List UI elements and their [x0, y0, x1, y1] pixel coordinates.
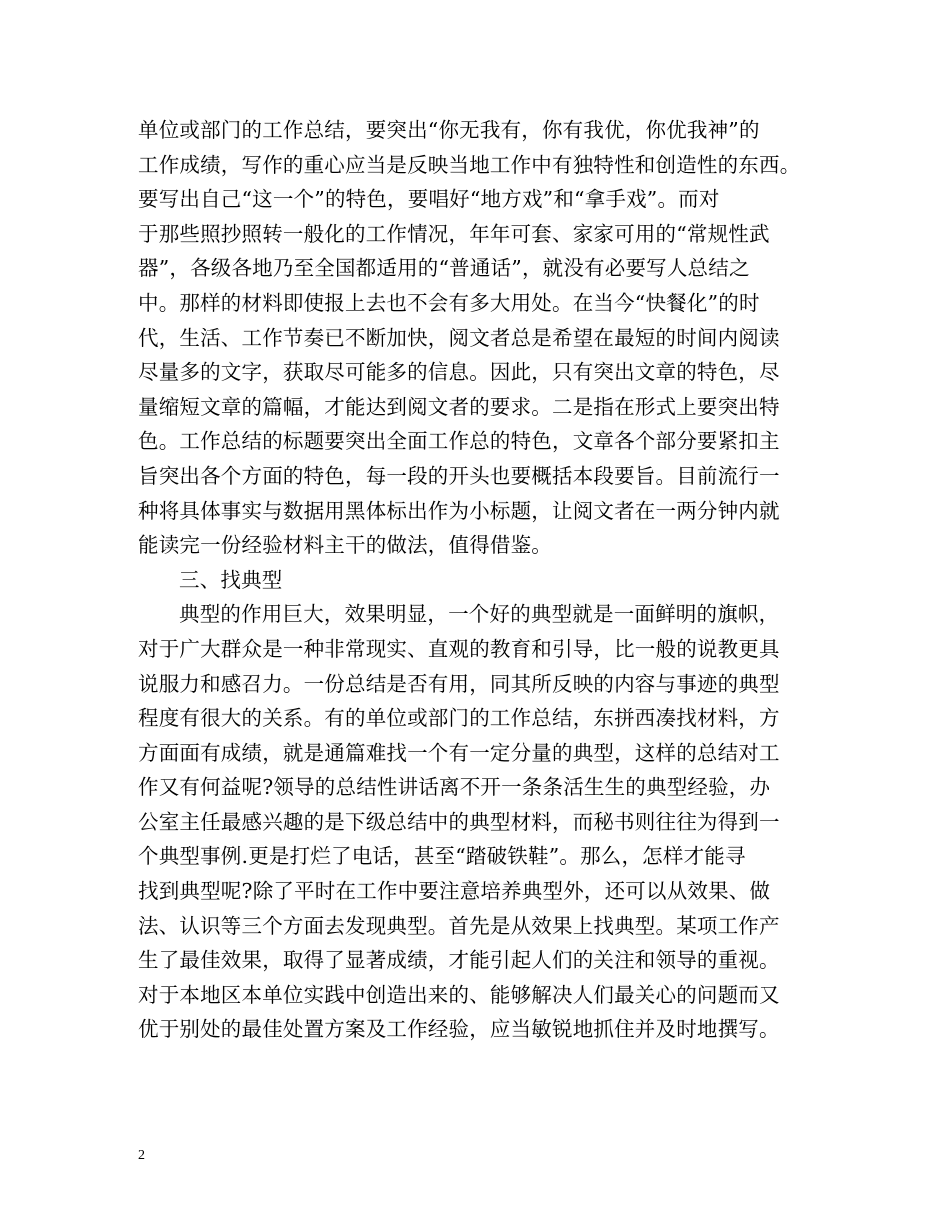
- paragraph-line-8: 尽量多的文字，获取尽可能多的信息。因此，只有突出文章的特色，尽: [138, 360, 780, 385]
- paragraph2-line-1: 典型的作用巨大，效果明显，一个好的典型就是一面鲜明的旗帜，: [179, 602, 780, 627]
- paragraph2-line-4: 程度有很大的关系。有的单位或部门的工作总结，东拼西凑找材料，方: [138, 706, 780, 731]
- paragraph-line-10: 色。工作总结的标题要突出全面工作总的特色，文章各个部分要紧扣主: [138, 429, 780, 454]
- section-heading: 三、找典型: [179, 567, 283, 592]
- paragraph-line-7: 代，生活、工作节奏已不断加快，阅文者总是希望在最短的时间内阅读: [138, 325, 780, 350]
- paragraph-line-9: 量缩短文章的篇幅，才能达到阅文者的要求。二是指在形式上要突出特: [138, 394, 780, 419]
- paragraph-line-5: 器”，各级各地乃至全国都适用的“普通话”，就没有必要写人总结之: [138, 256, 750, 281]
- paragraph2-line-10: 法、认识等三个方面去发现典型。首先是从效果上找典型。某项工作产: [138, 913, 780, 938]
- paragraph-line-4: 于那些照抄照转一般化的工作情况，年年可套、家家可用的“常规性武: [138, 221, 770, 246]
- paragraph-line-2: 工作成绩，写作的重心应当是反映当地工作中有独特性和创造性的东西。: [138, 152, 801, 177]
- paragraph-line-13: 能读完一份经验材料主干的做法，值得借鉴。: [138, 533, 552, 558]
- paragraph-line-11: 旨突出各个方面的特色，每一段的开头也要概括本段要旨。目前流行一: [138, 463, 780, 488]
- paragraph2-line-9: 找到典型呢?除了平时在工作中要注意培养典型外，还可以从效果、做: [138, 879, 771, 904]
- paragraph2-line-13: 优于别处的最佳处置方案及工作经验，应当敏锐地抓住并及时地撰写。: [138, 1017, 780, 1042]
- paragraph2-line-2: 对于广大群众是一种非常现实、直观的教育和引导，比一般的说教更具: [138, 636, 780, 661]
- paragraph2-line-7: 公室主任最感兴趣的是下级总结中的典型材料，而秘书则往往为得到一: [138, 809, 780, 834]
- paragraph2-line-12: 对于本地区本单位实践中创造出来的、能够解决人们最关心的问题而又: [138, 982, 780, 1007]
- document-text-body: [138, 113, 818, 1047]
- paragraph-line-6: 中。那样的材料即使报上去也不会有多大用处。在当今“快餐化”的时: [138, 290, 760, 315]
- paragraph2-line-11: 生了最佳效果，取得了显著成绩，才能引起人们的关注和领导的重视。: [138, 948, 780, 973]
- paragraph-line-1: 单位或部门的工作总结，要突出“你无我有，你有我优，你优我神”的: [138, 118, 760, 142]
- paragraph2-line-3: 说服力和感召力。一份总结是否有用，同其所反映的内容与事迹的典型: [138, 671, 780, 696]
- page-number: 2: [138, 1148, 145, 1163]
- paragraph2-line-6: 作又有何益呢?领导的总结性讲话离不开一条条活生生的典型经验，办: [138, 775, 771, 800]
- paragraph2-line-5: 方面面有成绩，就是通篇难找一个有一定分量的典型，这样的总结对工: [138, 740, 780, 765]
- paragraph-line-3: 要写出自己“这一个”的特色，要唱好“地方戏”和“拿手戏”。而对: [138, 187, 720, 212]
- paragraph2-line-8: 个典型事例.更是打烂了电话，甚至“踏破铁鞋”。那么，怎样才能寻: [138, 844, 746, 869]
- paragraph-line-12: 种将具体事实与数据用黑体标出作为小标题，让阅文者在一两分钟内就: [138, 498, 780, 523]
